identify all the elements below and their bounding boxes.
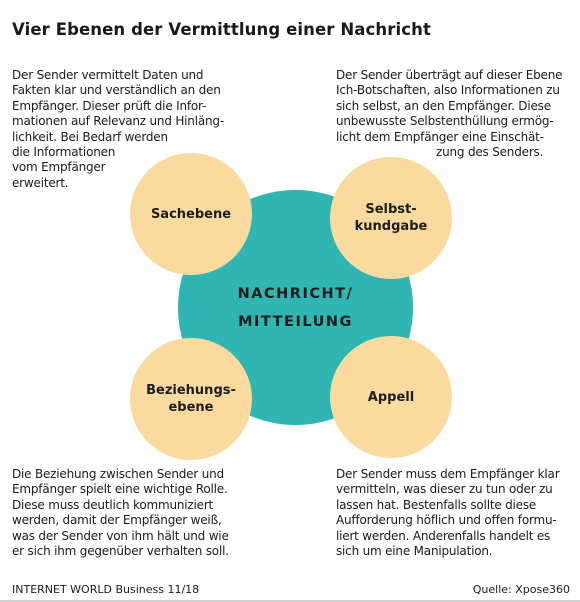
text-beziehungsebene: Die Beziehung zwischen Sender und Empfänger spielt eine wichtige Rolle. Diese muss deutlich kommuniziert werden, damit der Empfänger weiß, was der Sender von ihm hält und wie er sich ihm gegenüber verhalten soll.	[12, 467, 229, 559]
center-label-line1: NACHRICHT/	[237, 285, 354, 302]
text-appell: Der Sender muss dem Empfänger klar vermitteln, was dieser zu tun oder zu lassen hat. Bestenfalls sollte diese Aufforderung höflich und offen formu- liert werden. Anderenfalls handelt es sich um eine Manipulation.	[336, 467, 560, 559]
bubble-label: Selbst-	[365, 202, 417, 217]
bubble-label: kundgabe	[354, 219, 428, 234]
center-label-line2: MITTEILUNG	[238, 313, 353, 330]
page-title: Vier Ebenen der Vermittlung einer Nachricht	[12, 20, 431, 39]
bubble-label: Beziehungs-	[146, 383, 236, 398]
footer-source: Quelle: Xpose360	[472, 583, 570, 596]
text-selbstkundgabe: Der Sender überträgt auf dieser Ebene Ich-Botschaften, also Informationen zu sich selbst, an den Empfänger. Diese unbewusste Selbstenthüllung ermög- licht dem Empfänger eine Einschät- zung des Senders.	[336, 68, 563, 160]
bubble-sachebene	[130, 153, 252, 275]
bubble-appell	[330, 336, 452, 458]
bubble-beziehungsebene	[130, 338, 252, 460]
text-sachebene: Der Sender vermittelt Daten und Fakten klar und verständlich an den Empfänger. Dieser prüft die Infor- mationen auf Relevanz und Hinläng- lichkeit. Bei Bedarf werden die Informationen vom Empfänger erweitert.	[12, 68, 224, 190]
bubble-label: Appell	[367, 389, 415, 405]
footer-publication: INTERNET WORLD Business 11/18	[12, 583, 200, 596]
bubble-label: ebene	[168, 400, 214, 415]
bubble-selbstkundgabe	[330, 157, 452, 279]
bubble-label: Sachebene	[150, 206, 232, 222]
